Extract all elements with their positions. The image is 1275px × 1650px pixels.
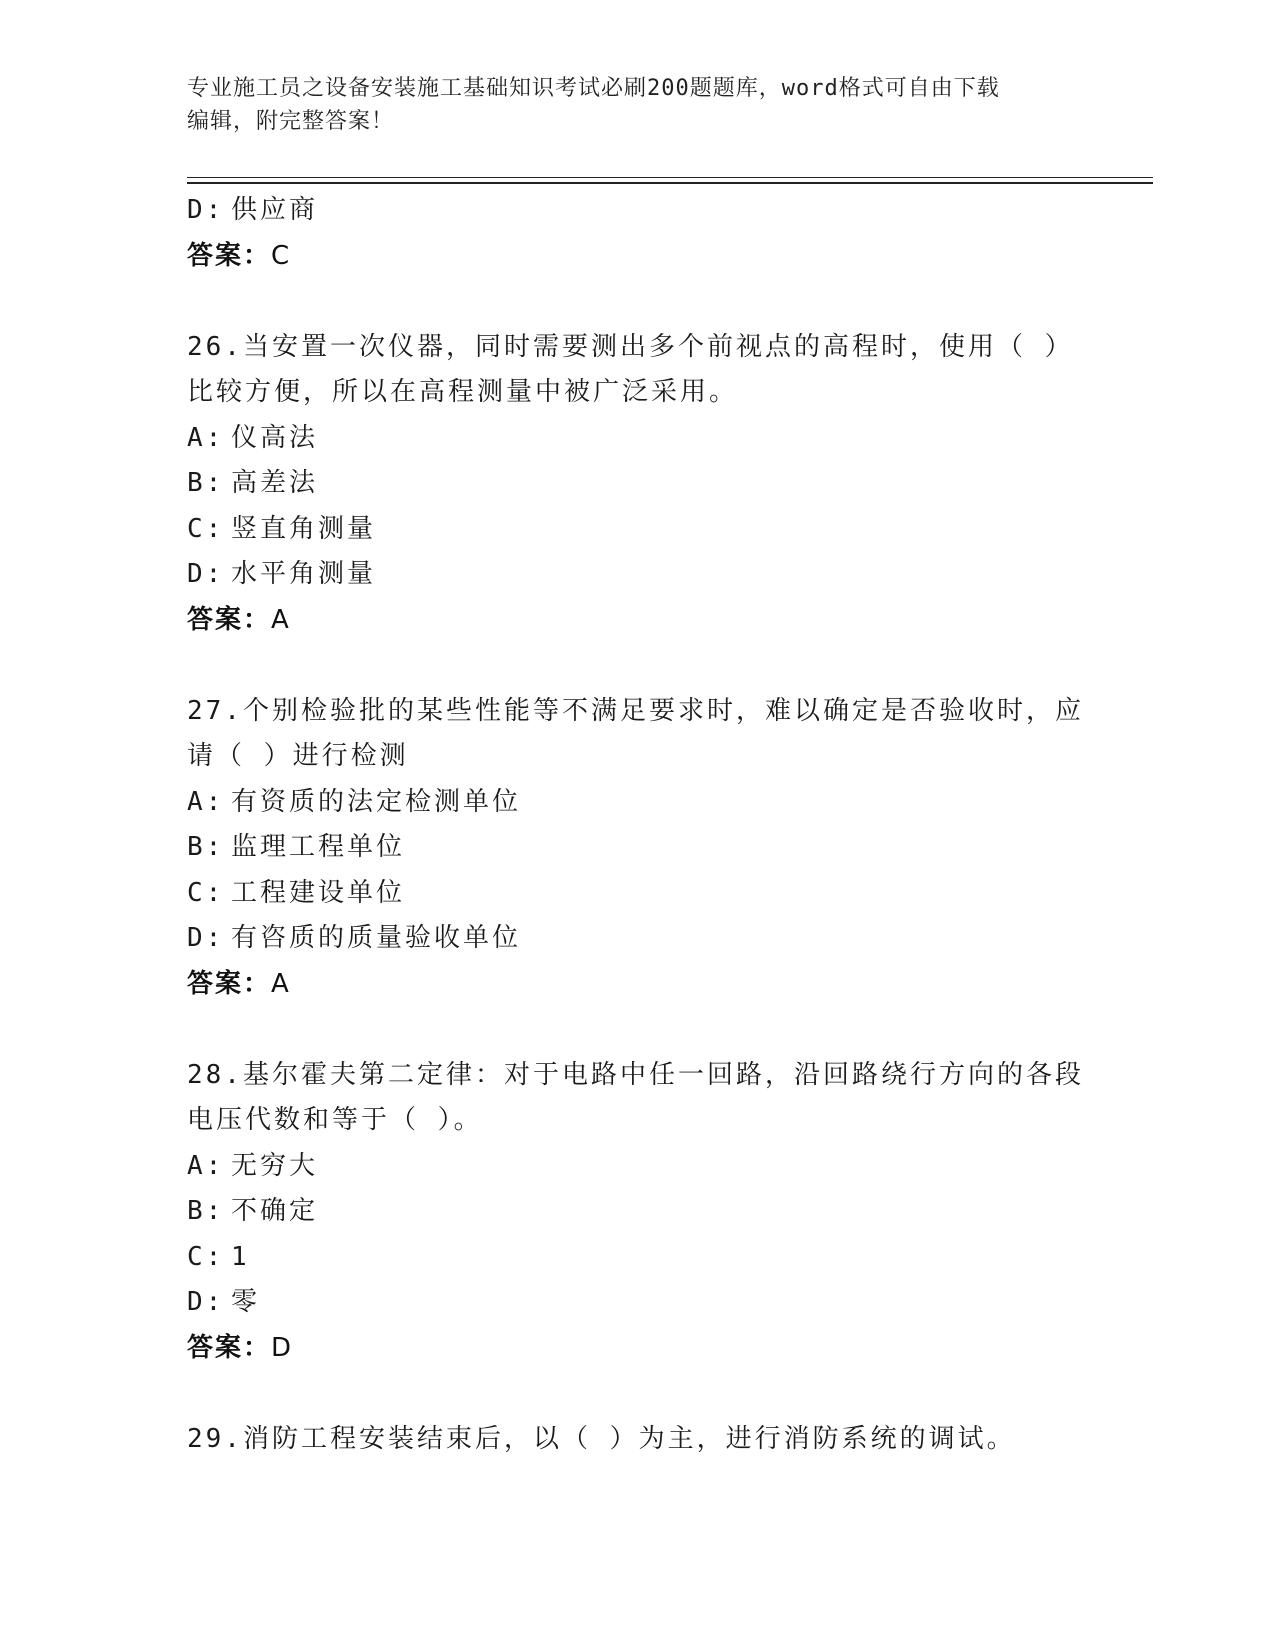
option-b bbox=[187, 1189, 1087, 1235]
answer-label: 答案： bbox=[187, 1332, 272, 1363]
option-a bbox=[187, 1144, 1087, 1190]
option-d bbox=[187, 1280, 1087, 1326]
option-b bbox=[187, 461, 1087, 507]
answer-value: A bbox=[271, 968, 291, 999]
option-text: 有咨质的质量验收单位 bbox=[231, 923, 522, 953]
option-a bbox=[187, 780, 1087, 826]
answer-value: A bbox=[271, 604, 291, 635]
option-d bbox=[187, 552, 1087, 598]
question-text-line: 请（ ）进行检测 bbox=[187, 741, 409, 771]
option-label: A: bbox=[187, 786, 225, 817]
option-text: 不确定 bbox=[231, 1196, 319, 1226]
document-body bbox=[187, 188, 1087, 1462]
option-label: D: bbox=[187, 195, 225, 225]
spacer bbox=[187, 279, 1087, 325]
option-label: C: bbox=[187, 1241, 225, 1272]
option-label: D: bbox=[187, 923, 225, 953]
option-label: C: bbox=[187, 877, 225, 908]
option-label: B: bbox=[187, 468, 225, 498]
option-label: B: bbox=[187, 832, 225, 862]
option-text: 水平角测量 bbox=[231, 559, 377, 589]
option-text: 竖直角测量 bbox=[231, 513, 377, 544]
option-text: 供应商 bbox=[231, 195, 319, 225]
question-text-line: 29.消防工程安装结束后，以（ ）为主，进行消防系统的调试。 bbox=[187, 1423, 1016, 1454]
question-text-line: 比较方便，所以在高程测量中被广泛采用。 bbox=[187, 377, 739, 407]
option-c bbox=[187, 1235, 1087, 1281]
option-text: 零 bbox=[231, 1287, 261, 1317]
question-text-line: 电压代数和等于（ ）。 bbox=[187, 1105, 483, 1135]
option-label: C: bbox=[187, 513, 225, 544]
spacer bbox=[187, 643, 1087, 689]
answer-value: D bbox=[271, 1332, 294, 1363]
answer-label: 答案： bbox=[187, 240, 272, 271]
option-text: 工程建设单位 bbox=[231, 877, 406, 908]
option-text: 监理工程单位 bbox=[231, 832, 406, 862]
option-c bbox=[187, 871, 1087, 917]
answer-label: 答案： bbox=[187, 604, 272, 635]
option-text: 仪高法 bbox=[231, 422, 319, 453]
option-label: D: bbox=[187, 559, 225, 589]
spacer bbox=[187, 1371, 1087, 1417]
answer-line bbox=[187, 598, 1087, 644]
document-header bbox=[187, 72, 1067, 138]
option-b bbox=[187, 825, 1087, 871]
option-a bbox=[187, 416, 1087, 462]
answer-value: C bbox=[271, 240, 292, 271]
header-rule-thick bbox=[187, 182, 1153, 184]
option-d bbox=[187, 188, 1087, 234]
option-label: D: bbox=[187, 1287, 225, 1317]
question-text-line: 28.基尔霍夫第二定律：对于电路中任一回路，沿回路绕行方向的各段 bbox=[187, 1059, 1084, 1090]
option-c bbox=[187, 507, 1087, 553]
option-text: 1 bbox=[231, 1241, 250, 1272]
option-text: 高差法 bbox=[231, 468, 319, 498]
question-text-line: 26.当安置一次仪器，同时需要测出多个前视点的高程时，使用（ ） bbox=[187, 331, 1074, 362]
option-label: B: bbox=[187, 1196, 225, 1226]
option-label: A: bbox=[187, 1150, 225, 1181]
option-text: 有资质的法定检测单位 bbox=[231, 786, 522, 817]
header-rule-thin bbox=[187, 177, 1153, 178]
question-text-line: 27.个别检验批的某些性能等不满足要求时，难以确定是否验收时，应 bbox=[187, 695, 1084, 726]
header-line-2: 编辑，附完整答案！ bbox=[187, 109, 395, 134]
option-text: 无穷大 bbox=[231, 1150, 319, 1181]
answer-line bbox=[187, 1326, 1087, 1372]
header-line-1: 专业施工员之设备安装施工基础知识考试必刷200题题库，word格式可自由下载 bbox=[187, 76, 1000, 101]
option-d bbox=[187, 916, 1087, 962]
answer-line bbox=[187, 234, 1087, 280]
answer-label: 答案： bbox=[187, 968, 272, 999]
option-label: A: bbox=[187, 422, 225, 453]
answer-line bbox=[187, 962, 1087, 1008]
spacer bbox=[187, 1007, 1087, 1053]
